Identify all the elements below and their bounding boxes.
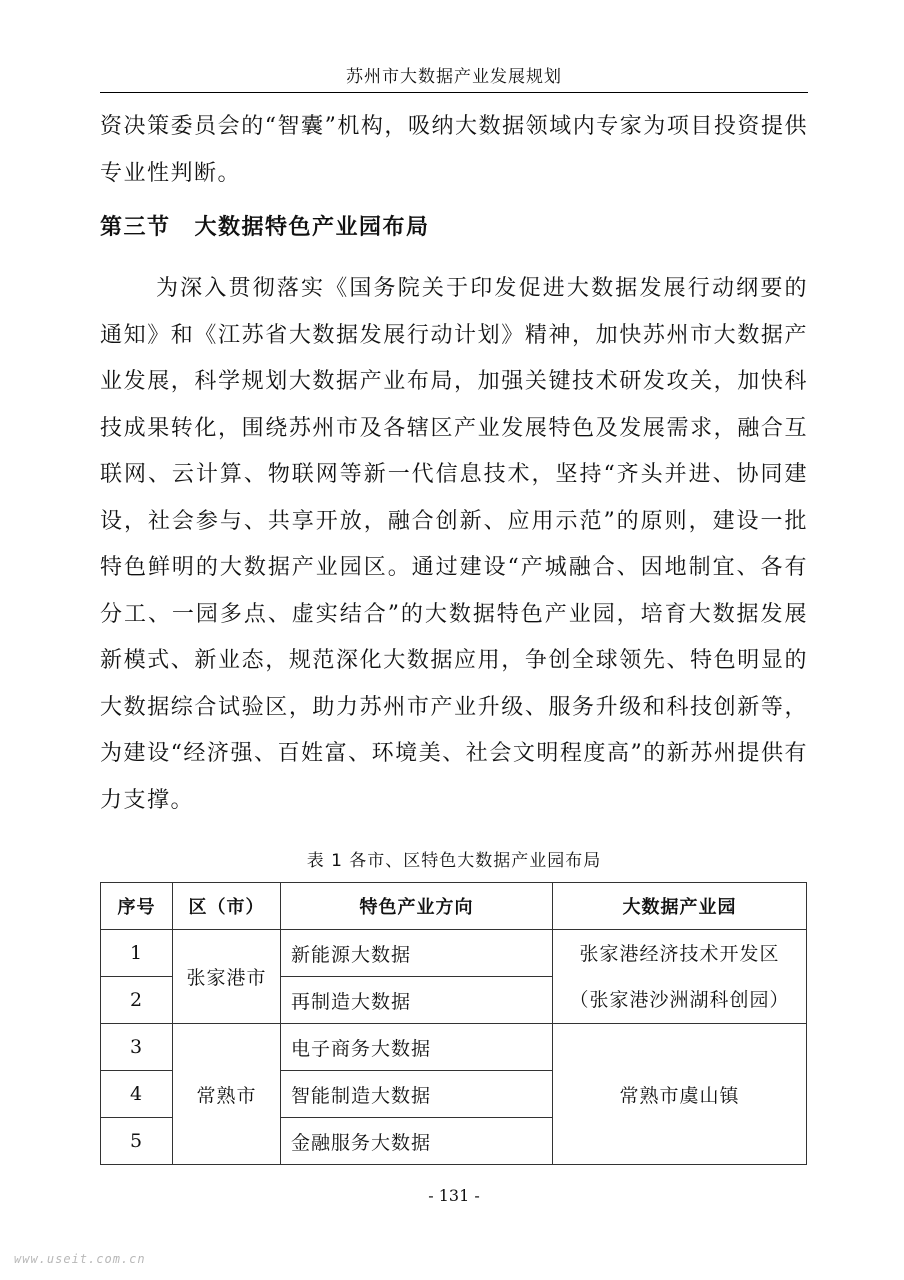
row-number: 3 (101, 1024, 173, 1071)
park-name-line: （张家港沙洲湖科创园） (569, 988, 790, 1011)
region-cell: 张家港市 (173, 930, 281, 1024)
direction-cell: 再制造大数据 (281, 977, 553, 1024)
table-header-row (101, 883, 807, 930)
direction-cell: 电子商务大数据 (281, 1024, 553, 1071)
park-cell: 常熟市虞山镇 (553, 1024, 807, 1165)
table-row (101, 1024, 807, 1071)
section-heading (100, 210, 430, 241)
table-caption: 表 1 各市、区特色大数据产业园布局 (306, 851, 602, 871)
header-cell-region: 区（市） (173, 883, 281, 930)
table-row (101, 930, 807, 977)
running-header: 苏州市大数据产业发展规划 (346, 67, 562, 87)
row-number: 4 (101, 1071, 173, 1118)
direction-cell: 新能源大数据 (281, 930, 553, 977)
region-cell: 常熟市 (173, 1024, 281, 1165)
direction-cell: 金融服务大数据 (281, 1118, 553, 1165)
row-number: 5 (101, 1118, 173, 1165)
row-number: 1 (101, 930, 173, 977)
body-paragraph: 为深入贯彻落实《国务院关于印发促进大数据发展行动纲要的通知》和《江苏省大数据发展行动计划》精神，加快苏州市大数据产业发展，科学规划大数据产业布局，加强关键技术研发攻关，加快科技成果转化，围绕苏州市及各辖区产业发展特色及发展需求，融合互联网、云计算、物联网等新一代信息技术，坚持“齐头并进、协同建设，社会参与、共享开放，融合创新、应用示范”的原则，建设一批特色鲜明的大数据产业园区。通过建设“产城融合、因地制宜、各有分工、一园多点、虚实结合”的大数据特色产业园，培育大数据发展新模式、新业态，规范深化大数据应用，争创全球领先、特色明显的大数据综合试验区，助力苏州市产业升级、服务升级和科技创新等，为建设“经济强、百姓富、环境美、社会文明程度高”的新苏州提供有力支撑。 (100, 276, 808, 813)
continuation-paragraph: 资决策委员会的“智囊”机构，吸纳大数据领域内专家为项目投资提供专业性判断。 (100, 114, 808, 186)
header-divider (100, 92, 808, 93)
watermark: www.useit.com.cn (14, 1252, 146, 1266)
row-number: 2 (101, 977, 173, 1024)
section-title: 大数据特色产业园布局 (194, 215, 430, 240)
header-cell-no: 序号 (101, 883, 173, 930)
direction-cell: 智能制造大数据 (281, 1071, 553, 1118)
header-cell-direction: 特色产业方向 (281, 883, 553, 930)
section-number: 第三节 (100, 215, 171, 240)
industrial-park-table (100, 882, 807, 1165)
park-cell (553, 930, 807, 1024)
header-cell-park: 大数据产业园 (553, 883, 807, 930)
park-name-line: 张家港经济技术开发区 (579, 942, 780, 965)
page-number: - 131 - (428, 1186, 480, 1205)
